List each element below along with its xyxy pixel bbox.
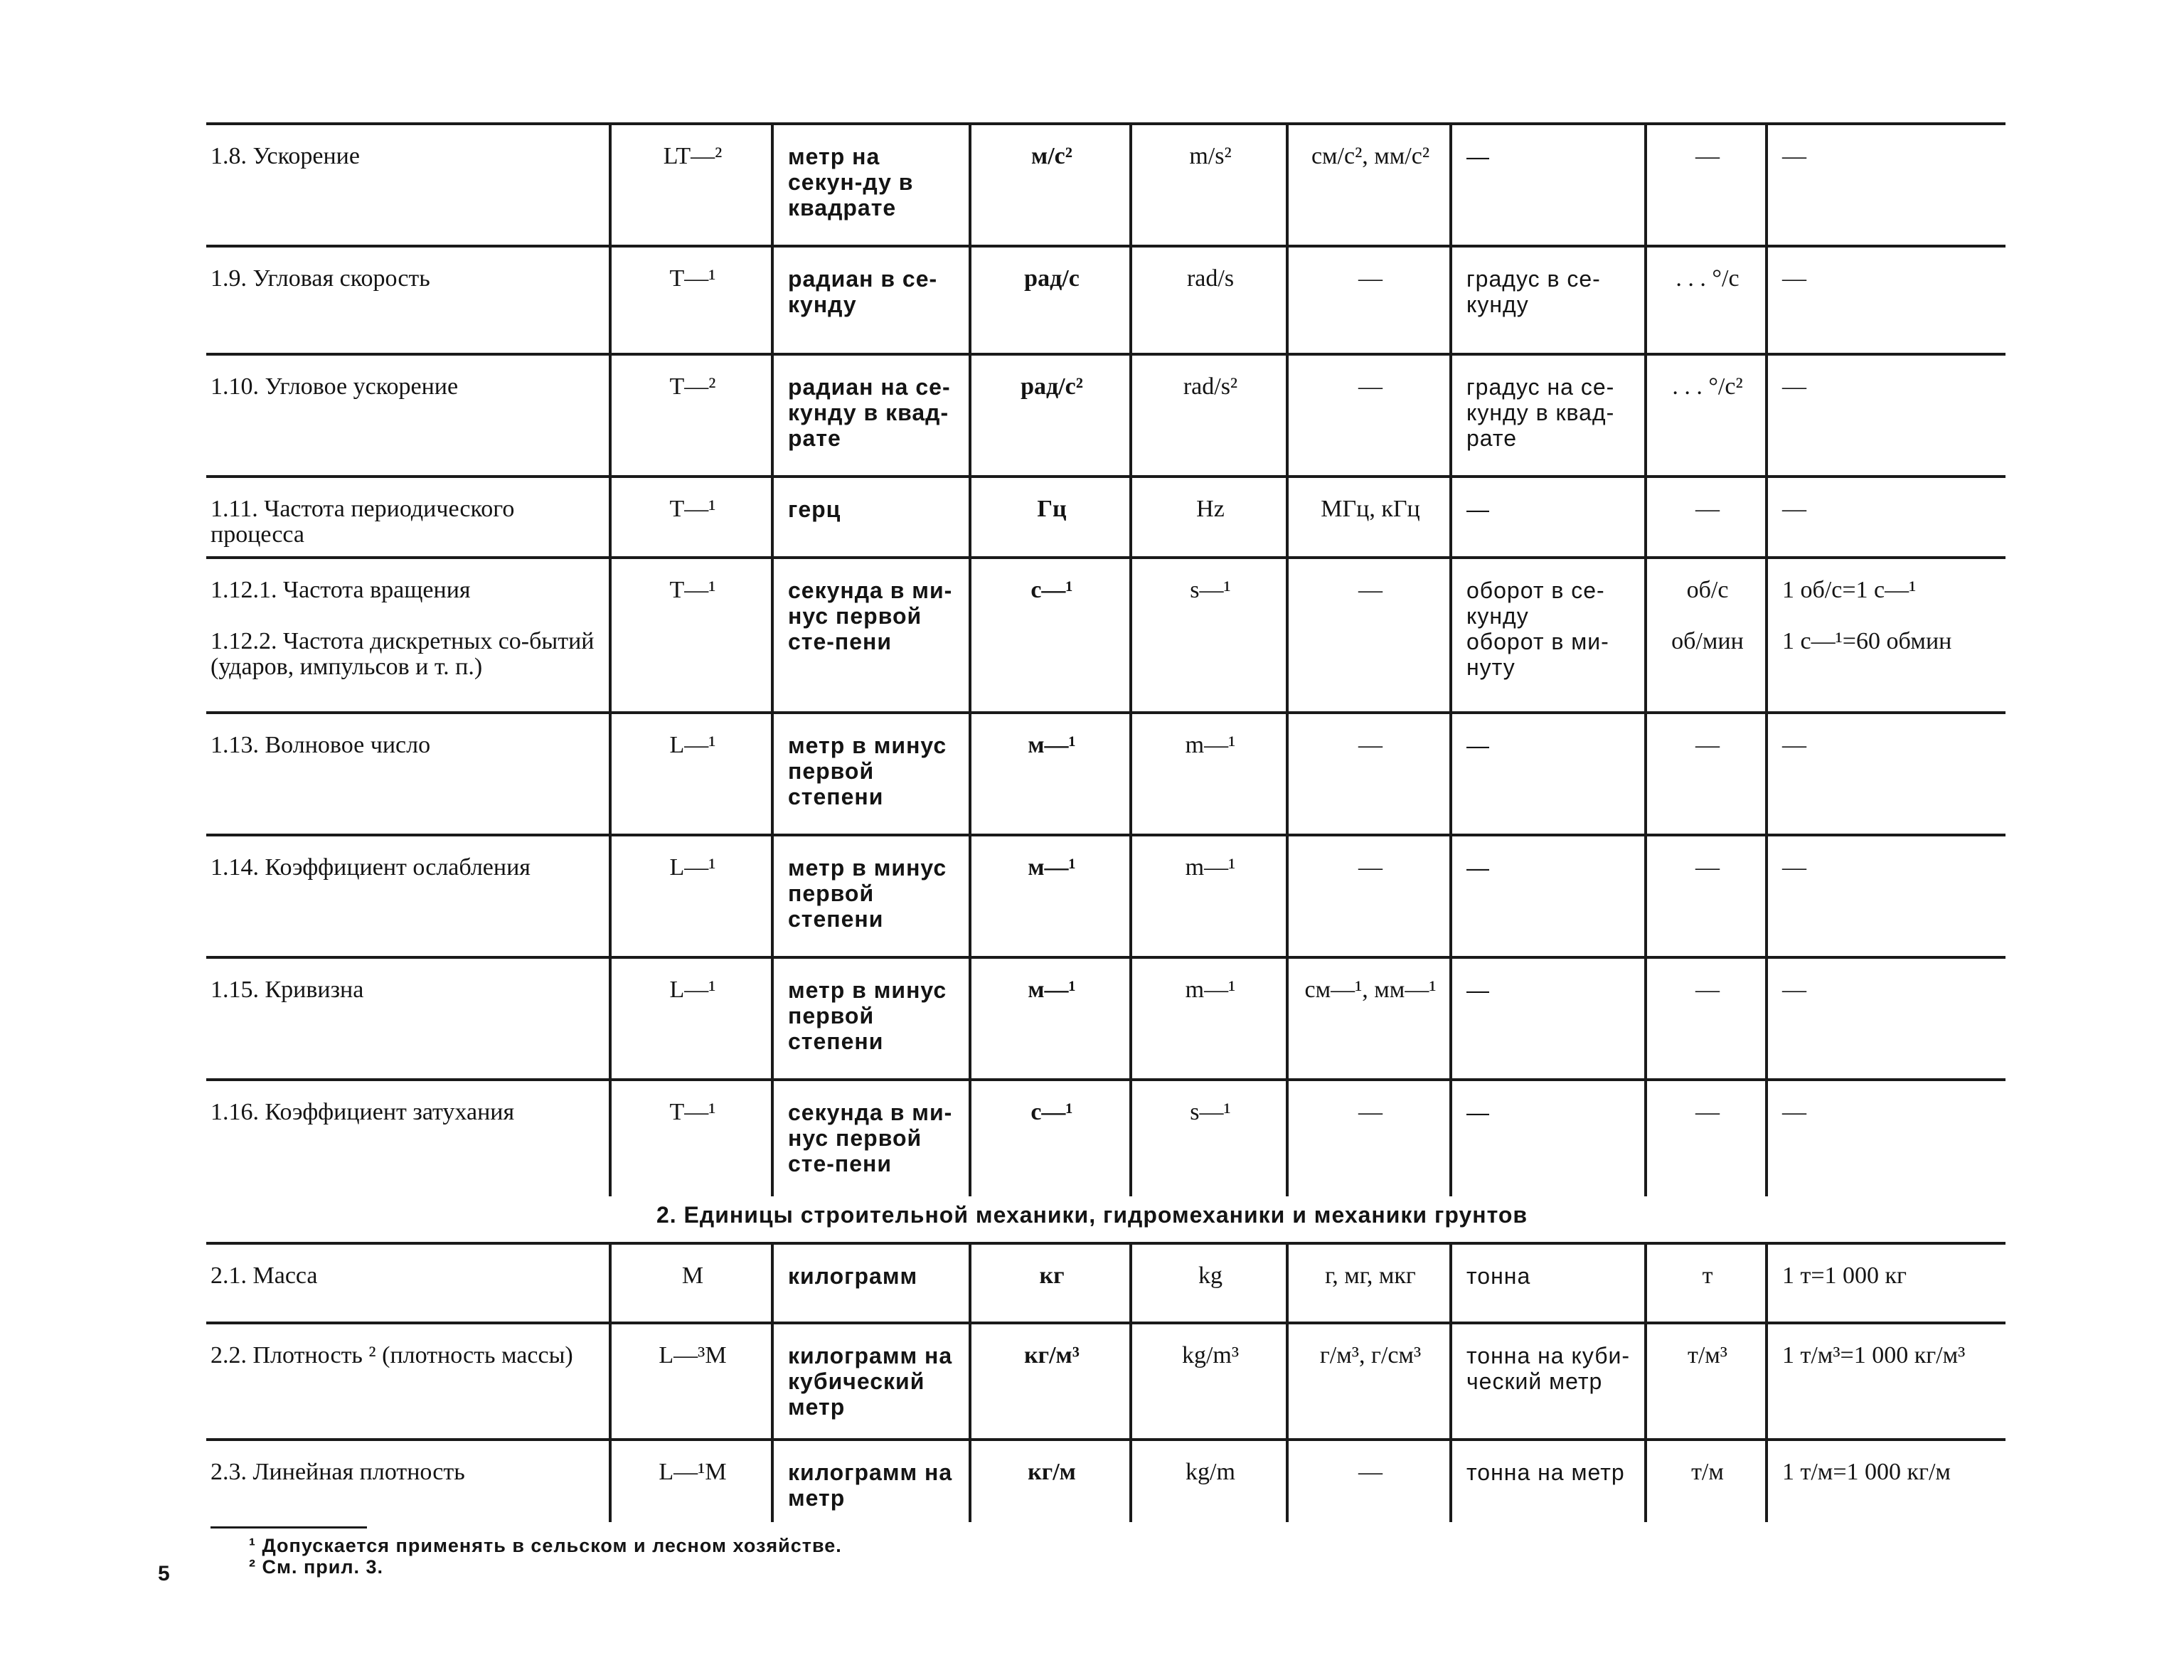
- cell-nonsys-sym: т: [1646, 1243, 1767, 1323]
- cell-nonsys: тонна на куби-ческий метр: [1451, 1323, 1646, 1440]
- cell-nonsys: —: [1451, 477, 1646, 558]
- cell-unit: метр на секун-ду в квадрате: [772, 124, 970, 246]
- cell-nonsys: —: [1451, 1080, 1646, 1196]
- cell-relation: 1 т/м³=1 000 кг/м³: [1767, 1323, 2005, 1440]
- cell-intl: s—¹: [1131, 1080, 1287, 1196]
- cell-nonsys-sym: —: [1646, 124, 1767, 246]
- cell-ru: м/с²: [970, 124, 1131, 246]
- cell-intl: Hz: [1131, 477, 1287, 558]
- cell-multiples: —: [1287, 558, 1451, 713]
- cell-name: 1.9. Угловая скорость: [211, 265, 430, 292]
- cell-nonsys: тонна: [1451, 1243, 1646, 1323]
- cell-ru: м—¹: [970, 835, 1131, 957]
- cell-multiples: —: [1287, 1080, 1451, 1196]
- cell-dim: T—¹: [610, 558, 772, 713]
- cell-nonsys: градус в се-кунду: [1451, 246, 1646, 354]
- cell-unit: герц: [772, 477, 970, 558]
- table-row: [206, 1323, 2005, 1440]
- cell-name: 1.12.1. Частота вращения 1.12.2. Частота дискретных со-бытий (ударов, импульсов и т. п.): [211, 577, 595, 680]
- cell-ru: кг: [970, 1243, 1131, 1323]
- table-row: [206, 957, 2005, 1080]
- cell-unit: килограмм: [772, 1243, 970, 1323]
- cell-nonsys-sym: —: [1646, 835, 1767, 957]
- table-row: [206, 558, 2005, 713]
- table-row: [206, 354, 2005, 477]
- cell-name: 1.15. Кривизна: [211, 977, 364, 1003]
- units-table-section-1: [206, 122, 2005, 1196]
- cell-ru: с—¹: [970, 1080, 1131, 1196]
- cell-intl: m—¹: [1131, 713, 1287, 835]
- cell-multiples: г/м³, г/см³: [1287, 1323, 1451, 1440]
- table-row: [206, 1243, 2005, 1323]
- cell-dim: T—¹: [610, 1080, 772, 1196]
- cell-nonsys: —: [1451, 713, 1646, 835]
- cell-relation: 1 об/с=1 с—¹ 1 с—¹=60 обмин: [1767, 558, 2005, 713]
- cell-unit: килограмм на кубический метр: [772, 1323, 970, 1440]
- footnote-rule: [211, 1526, 367, 1529]
- footnote-2: ² См. прил. 3.: [249, 1556, 384, 1578]
- table-row: [206, 1440, 2005, 1522]
- cell-multiples: см/с², мм/с²: [1287, 124, 1451, 246]
- cell-unit: метр в минус первой степени: [772, 713, 970, 835]
- cell-relation: —: [1767, 246, 2005, 354]
- cell-ru: рад/с²: [970, 354, 1131, 477]
- cell-multiples: —: [1287, 835, 1451, 957]
- cell-name: 2.1. Масса: [211, 1262, 318, 1289]
- cell-intl: rad/s: [1131, 246, 1287, 354]
- cell-nonsys: —: [1451, 835, 1646, 957]
- cell-relation: 1 т=1 000 кг: [1767, 1243, 2005, 1323]
- table-row: [206, 713, 2005, 835]
- cell-multiples: —: [1287, 1440, 1451, 1522]
- units-table-section-2: [206, 1242, 2005, 1522]
- cell-intl: s—¹: [1131, 558, 1287, 713]
- cell-multiples: —: [1287, 713, 1451, 835]
- cell-ru: м—¹: [970, 713, 1131, 835]
- table-row: [206, 246, 2005, 354]
- cell-multiples: —: [1287, 246, 1451, 354]
- cell-dim: LT—²: [610, 124, 772, 246]
- table-row: [206, 835, 2005, 957]
- cell-intl: m/s²: [1131, 124, 1287, 246]
- cell-dim: L—¹M: [610, 1440, 772, 1522]
- cell-relation: —: [1767, 477, 2005, 558]
- cell-dim: L—¹: [610, 713, 772, 835]
- cell-name: 1.14. Коэффициент ослабления: [211, 854, 531, 881]
- cell-ru: рад/с: [970, 246, 1131, 354]
- cell-ru: с—¹: [970, 558, 1131, 713]
- cell-nonsys: градус на се-кунду в квад-рате: [1451, 354, 1646, 477]
- cell-nonsys-sym: т/м³: [1646, 1323, 1767, 1440]
- cell-multiples: —: [1287, 354, 1451, 477]
- cell-name: 2.3. Линейная плотность: [211, 1459, 465, 1485]
- cell-intl: m—¹: [1131, 957, 1287, 1080]
- cell-nonsys: —: [1451, 124, 1646, 246]
- cell-nonsys: оборот в се-кунду оборот в ми-нуту: [1451, 558, 1646, 713]
- cell-nonsys: тонна на метр: [1451, 1440, 1646, 1522]
- cell-name: 2.2. Плотность ² (плотность массы): [211, 1342, 573, 1368]
- cell-nonsys-sym: т/м: [1646, 1440, 1767, 1522]
- cell-unit: секунда в ми-нус первой сте-пени: [772, 558, 970, 713]
- cell-nonsys-sym: —: [1646, 1080, 1767, 1196]
- cell-intl: kg/m: [1131, 1440, 1287, 1522]
- table-row: [206, 477, 2005, 558]
- cell-relation: —: [1767, 354, 2005, 477]
- cell-multiples: см—¹, мм—¹: [1287, 957, 1451, 1080]
- cell-ru: Гц: [970, 477, 1131, 558]
- cell-name: 1.13. Волновое число: [211, 732, 431, 758]
- cell-multiples: МГц, кГц: [1287, 477, 1451, 558]
- page-number: 5: [158, 1562, 170, 1585]
- cell-intl: kg: [1131, 1243, 1287, 1323]
- cell-name: 1.11. Частота периодического процесса: [211, 496, 515, 548]
- cell-nonsys-sym: . . . °/с²: [1646, 354, 1767, 477]
- cell-nonsys-sym: —: [1646, 957, 1767, 1080]
- cell-intl: m—¹: [1131, 835, 1287, 957]
- cell-relation: —: [1767, 835, 2005, 957]
- cell-dim: T—¹: [610, 477, 772, 558]
- cell-unit: секунда в ми-нус первой сте-пени: [772, 1080, 970, 1196]
- cell-nonsys-sym: об/с об/мин: [1646, 558, 1767, 713]
- cell-dim: T—¹: [610, 246, 772, 354]
- cell-dim: T—²: [610, 354, 772, 477]
- cell-multiples: г, мг, мкг: [1287, 1243, 1451, 1323]
- cell-relation: —: [1767, 957, 2005, 1080]
- cell-relation: —: [1767, 124, 2005, 246]
- cell-dim: L—¹: [610, 957, 772, 1080]
- cell-intl: rad/s²: [1131, 354, 1287, 477]
- cell-ru: кг/м: [970, 1440, 1131, 1522]
- cell-unit: радиан в се-кунду: [772, 246, 970, 354]
- cell-relation: 1 т/м=1 000 кг/м: [1767, 1440, 2005, 1522]
- section-2-title: 2. Единицы строительной механики, гидромеханики и механики грунтов: [656, 1202, 1528, 1228]
- table-row: [206, 124, 2005, 246]
- cell-nonsys-sym: —: [1646, 477, 1767, 558]
- cell-unit: килограмм на метр: [772, 1440, 970, 1522]
- cell-intl: kg/m³: [1131, 1323, 1287, 1440]
- cell-nonsys-sym: . . . °/с: [1646, 246, 1767, 354]
- cell-name: 1.16. Коэффициент затухания: [211, 1099, 515, 1125]
- cell-unit: метр в минус первой степени: [772, 835, 970, 957]
- cell-unit: радиан на се-кунду в квад-рате: [772, 354, 970, 477]
- cell-nonsys: —: [1451, 957, 1646, 1080]
- cell-dim: L—¹: [610, 835, 772, 957]
- cell-relation: —: [1767, 1080, 2005, 1196]
- cell-dim: L—³M: [610, 1323, 772, 1440]
- cell-ru: кг/м³: [970, 1323, 1131, 1440]
- table-row: [206, 1080, 2005, 1196]
- cell-name: 1.8. Ускорение: [211, 143, 360, 169]
- cell-unit: метр в минус первой степени: [772, 957, 970, 1080]
- cell-relation: —: [1767, 713, 2005, 835]
- footnote-1: ¹ Допускается применять в сельском и лесном хозяйстве.: [249, 1535, 842, 1556]
- cell-ru: м—¹: [970, 957, 1131, 1080]
- cell-nonsys-sym: —: [1646, 713, 1767, 835]
- cell-dim: M: [610, 1243, 772, 1323]
- cell-name: 1.10. Угловое ускорение: [211, 373, 459, 400]
